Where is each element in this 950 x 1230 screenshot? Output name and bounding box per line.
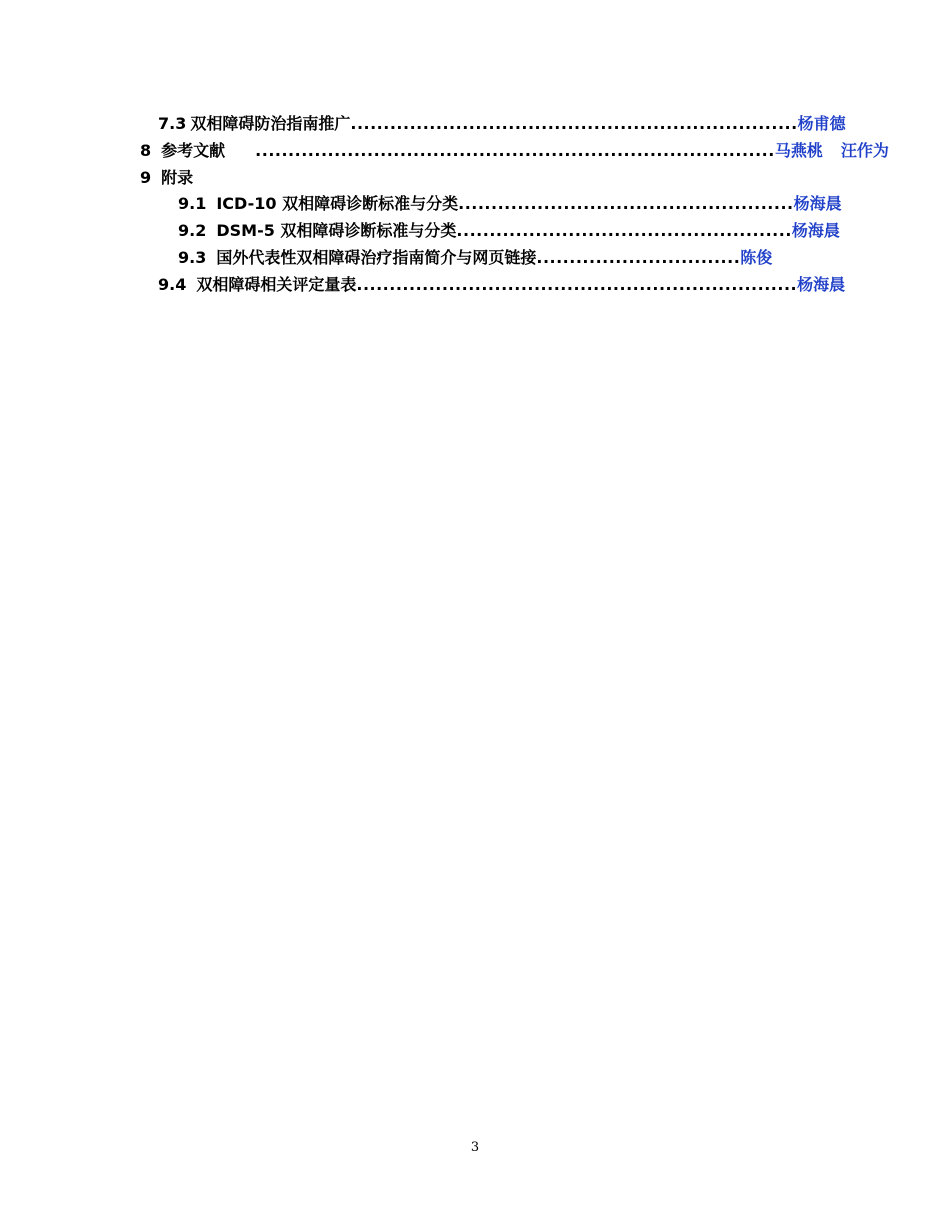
toc-number: 9.1 xyxy=(178,194,207,213)
toc-author: 杨甫德 xyxy=(797,114,846,133)
toc-title: 附录 xyxy=(161,168,194,187)
toc-title: ICD-10 双相障碍诊断标准与分类 xyxy=(216,194,459,213)
toc-entry-9-1 xyxy=(178,191,842,217)
toc-number: 8 xyxy=(140,141,152,160)
toc-leader-dots: ................................................... xyxy=(458,194,794,213)
toc-entry-9-4 xyxy=(158,272,845,298)
toc-title: DSM-5 双相障碍诊断标准与分类 xyxy=(216,221,457,240)
page-number: 3 xyxy=(470,1140,480,1155)
toc-entry-8 xyxy=(140,138,889,164)
toc-leader-dots: ............................... xyxy=(536,248,741,267)
toc-title: 国外代表性双相障碍治疗指南简介与网页链接 xyxy=(216,248,537,267)
toc-number: 9.2 xyxy=(178,221,207,240)
toc-author-2: 汪作为 xyxy=(840,141,889,160)
toc-leader-dots: ................................................................... xyxy=(356,275,798,294)
toc-title: 参考文献 xyxy=(161,141,226,160)
toc-author: 杨海晨 xyxy=(793,194,842,213)
toc-leader-dots: ............................................................................... xyxy=(255,141,775,160)
toc-entry-7-3 xyxy=(158,111,846,137)
toc-leader-dots: .................................................................... xyxy=(350,114,798,133)
toc-entry-9-3 xyxy=(178,245,772,271)
toc-title: 双相障碍相关评定量表 xyxy=(196,275,357,294)
toc-number: 7.3 xyxy=(158,114,187,133)
toc-number: 9.3 xyxy=(178,248,207,267)
toc-author: 马燕桃 xyxy=(774,141,823,160)
toc-title: 双相障碍防治指南推广 xyxy=(190,114,351,133)
toc-number: 9.4 xyxy=(158,275,187,294)
toc-number: 9 xyxy=(140,168,152,187)
toc-author: 陈俊 xyxy=(740,248,773,267)
toc-leader-dots: ................................................... xyxy=(456,221,792,240)
toc-entry-9 xyxy=(140,165,193,191)
toc-entry-9-2 xyxy=(178,218,840,244)
toc-author: 杨海晨 xyxy=(791,221,840,240)
toc-author: 杨海晨 xyxy=(797,275,846,294)
